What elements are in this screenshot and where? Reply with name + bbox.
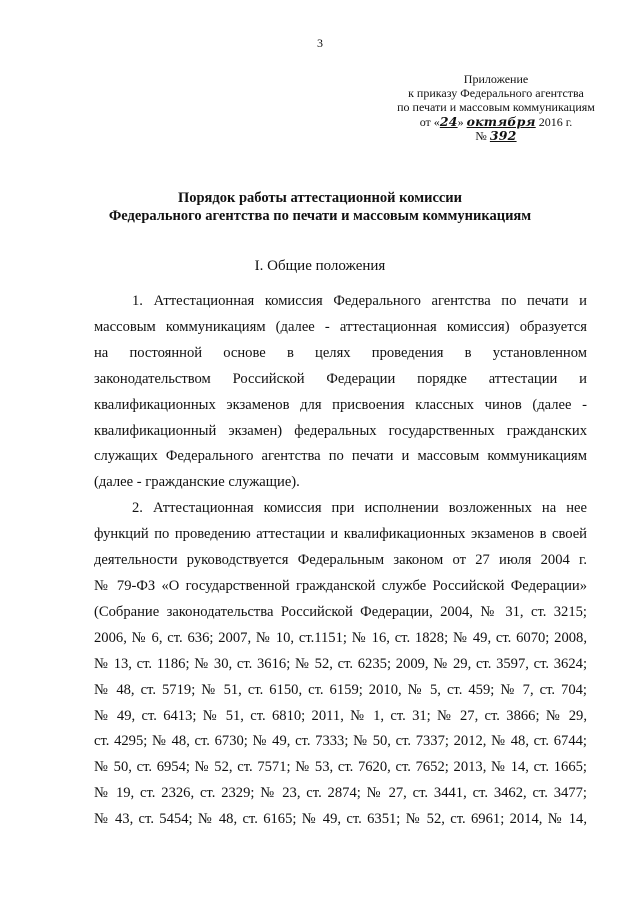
paragraph-line: № 13, ст. 1186; № 30, ст. 3616; № 52, ст. 6235; 2009, № 29, ст. 3597, ст. 3624; <box>94 655 587 672</box>
section-heading: I. Общие положения <box>254 258 386 274</box>
paragraph-line: ст. 4295; № 48, ст. 6730; № 49, ст. 7333; № 50, ст. 7337; 2012, № 48, ст. 6744; <box>94 733 587 750</box>
paragraph-line: законодательством Российской Федерации порядке аттестации и <box>94 370 587 387</box>
paragraph-1 <box>94 289 587 496</box>
title-line-2: Федерального агентства по печати и массовым коммуникациям <box>108 208 532 224</box>
paragraph-line: № 79-ФЗ «О государственной гражданской службе Российской Федерации» <box>94 577 587 594</box>
paragraph-line: № 49, ст. 6413; № 51, ст. 6810; 2011, № 1, ст. 31; № 27, ст. 3866; № 29, <box>94 707 587 724</box>
paragraph-line: массовым коммуникациям (далее - аттестационная комиссия) образуется <box>94 318 587 335</box>
paragraph-line: 2. Аттестационная комиссия при исполнении возложенных на нее <box>132 500 587 517</box>
paragraph-line: 2006, № 6, ст. 636; 2007, № 10, ст.1151; № 16, ст. 1828; № 49, ст. 6070; 2008, <box>94 629 587 646</box>
paragraph-line: функций по проведению аттестации и квалификационных экзаменов в своей <box>94 526 587 543</box>
paragraph-line: служащих Федерального агентства по печати и массовым коммуникациям <box>94 448 587 465</box>
date-day-handwritten: 24 <box>439 114 458 129</box>
annex-order-ref: к приказу Федерального агентства <box>408 86 584 100</box>
number-handwritten: 392 <box>489 128 517 143</box>
paragraph-line: № 19, ст. 2326, ст. 2329; № 23, ст. 2874; № 27, ст. 3441, ст. 3462, ст. 3477; <box>94 785 587 802</box>
paragraph-line: деятельности руководствуется Федеральным законом от 27 июля 2004 г. <box>94 552 587 569</box>
annex-date-line <box>380 115 612 129</box>
paragraph-line: 1. Аттестационная комиссия Федерального агентства по печати и <box>132 293 587 309</box>
paragraph-line: квалификационных экзаменов для присвоения классных чинов (далее - <box>94 396 587 413</box>
paragraph-line: № 48, ст. 5719; № 51, ст. 6150, ст. 6159; 2010, № 5, ст. 459; № 7, ст. 704; <box>94 681 587 698</box>
page-number: 3 <box>317 36 323 50</box>
paragraph-line: № 50, ст. 6954; № 52, ст. 7571; № 53, ст. 7620, ст. 7652; 2013, № 14, ст. 1665; <box>94 759 587 776</box>
title-line-1: Порядок работы аттестационной комиссии <box>177 190 463 206</box>
annex-label: Приложение <box>463 72 529 86</box>
date-prefix: от « <box>419 115 440 129</box>
paragraph-2 <box>94 496 587 833</box>
paragraph-line: (далее - гражданские служащие). <box>94 474 300 491</box>
annex-agency-ref: по печати и массовым коммуникациям <box>397 100 595 114</box>
annex-block <box>380 72 612 143</box>
date-year: 2016 г. <box>538 115 573 129</box>
paragraph-line: (Собрание законодательства Российской Федерации, 2004, № 31, ст. 3215; <box>94 603 587 620</box>
paragraph-line: № 43, ст. 5454; № 48, ст. 6165; № 49, ст. 6351; № 52, ст. 6961; 2014, № 14, <box>94 811 587 828</box>
document-title <box>0 189 640 225</box>
paragraph-line: на постоянной основе в целях проведения в установленном <box>94 344 587 361</box>
paragraph-line: квалификационный экзамен) федеральных государственных гражданских <box>94 422 587 439</box>
annex-number-line <box>380 129 612 143</box>
number-prefix: № <box>475 129 487 143</box>
date-quote: » <box>457 115 464 129</box>
document-body <box>94 289 587 833</box>
date-month-handwritten: октября <box>466 114 536 129</box>
